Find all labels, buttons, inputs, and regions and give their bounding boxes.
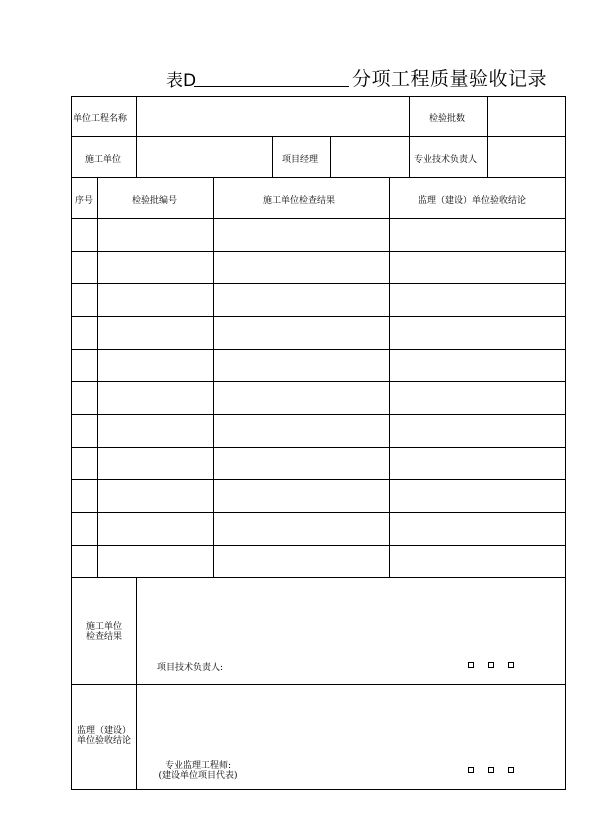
form-number-blank[interactable] <box>194 86 349 87</box>
unit-project-name-label: 单位工程名称 <box>73 114 128 124</box>
construction-check-label: 施工单位 检查结果 <box>85 622 122 642</box>
construction-check-field[interactable] <box>137 578 564 653</box>
inspection-batch-count-label: 检验批数 <box>429 114 466 124</box>
table-row[interactable] <box>72 382 565 413</box>
table-row[interactable] <box>72 219 565 250</box>
date-year-box[interactable] <box>468 767 474 773</box>
supervision-conclusion-label: 监理（建设） 单位验收结论 <box>76 726 131 746</box>
table-row[interactable] <box>72 480 565 511</box>
table-row[interactable] <box>72 546 565 576</box>
table-row[interactable] <box>72 350 565 380</box>
date-year-box[interactable] <box>468 662 474 668</box>
form-title: 分项工程质量验收记录 <box>352 68 548 90</box>
technical-lead-label: 专业技术负责人 <box>414 155 478 165</box>
inspection-batch-count-field[interactable] <box>488 97 564 135</box>
project-manager-label: 项目经理 <box>282 155 319 165</box>
date-day-box[interactable] <box>508 662 514 668</box>
supervision-signer-label: 专业监理工程师: (建设单位项目代表) <box>158 761 238 781</box>
project-manager-field[interactable] <box>331 137 408 176</box>
date-day-box[interactable] <box>508 767 514 773</box>
technical-lead-field[interactable] <box>488 137 564 176</box>
column-header-supervision-conclusion: 监理（建设）单位验收结论 <box>418 196 527 206</box>
table-row[interactable] <box>72 448 565 478</box>
construction-unit-field[interactable] <box>137 137 271 176</box>
unit-project-name-field[interactable] <box>137 97 408 135</box>
construction-signer-label: 项目技术负责人: <box>157 663 224 673</box>
table-row[interactable] <box>72 284 565 315</box>
date-month-box[interactable] <box>488 767 494 773</box>
table-row[interactable] <box>72 252 565 282</box>
form-code: 表D <box>166 71 197 91</box>
column-header-sequence: 序号 <box>75 196 94 206</box>
table-row[interactable] <box>72 513 565 544</box>
column-header-batch-number: 检验批编号 <box>132 196 178 206</box>
column-header-construction-result: 施工单位检查结果 <box>263 196 336 206</box>
supervision-conclusion-field[interactable] <box>137 685 564 757</box>
construction-unit-label: 施工单位 <box>85 155 122 165</box>
table-row[interactable] <box>72 415 565 446</box>
date-month-box[interactable] <box>488 662 494 668</box>
table-row[interactable] <box>72 317 565 348</box>
